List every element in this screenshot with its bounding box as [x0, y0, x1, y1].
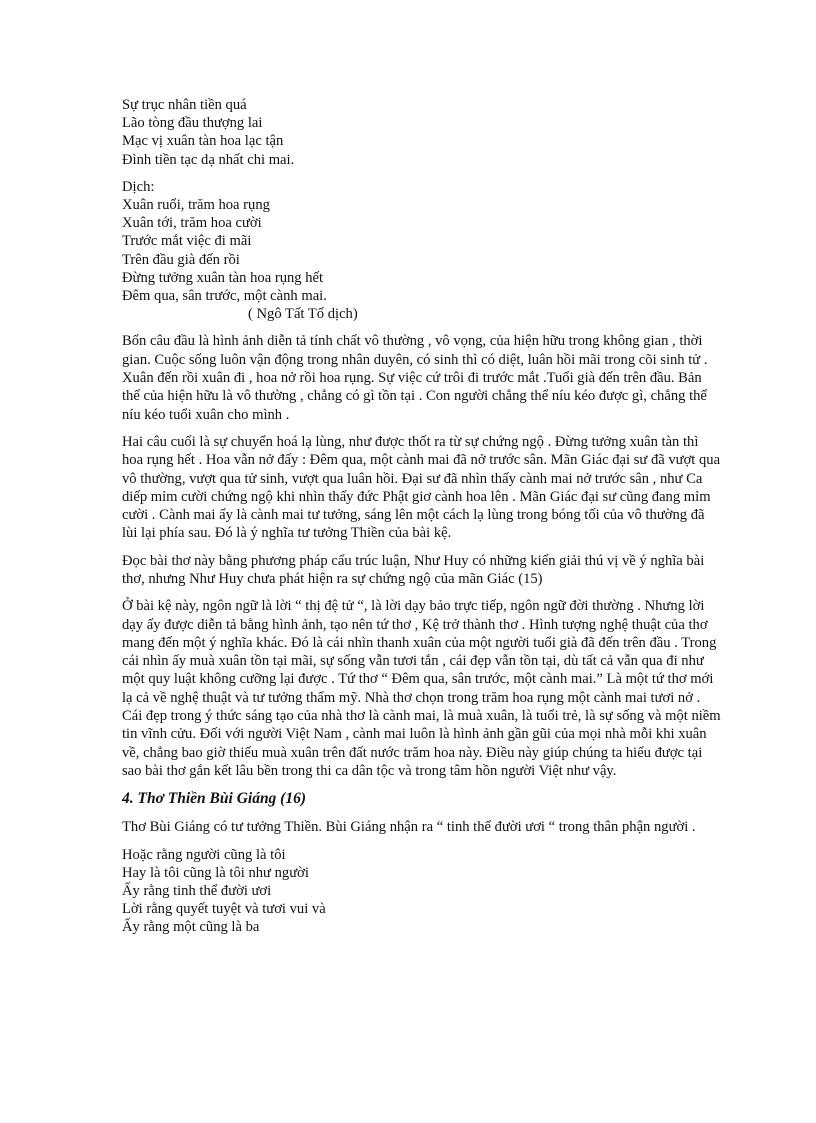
poem-line: Mạc vị xuân tàn hoa lạc tận [122, 133, 284, 150]
poem-line: Hay là tôi cũng là tôi như người [122, 864, 309, 881]
poem-line: Đừng tưởng xuân tàn hoa rụng hết [122, 269, 324, 286]
section-intro: Thơ Bùi Giáng có tư tưởng Thiền. Bùi Giáng nhận ra “ tinh thể đười ươi “ trong thân phận người . [122, 819, 696, 836]
poem-line: Hoặc rằng người cũng là tôi [122, 846, 286, 863]
poem-line: Xuân tới, trăm hoa cười [122, 215, 262, 232]
body-paragraph: Ở bài kệ này, ngôn ngữ là lời “ thị đệ tử “, là lời dạy bảo trực tiếp, ngôn ngữ đời thường . Nhưng lời dạy ấy được diễn tả bằng hình ảnh, tạo nên tứ thơ , Kệ trở thành thơ . Hình tượng nghệ thuật của thơ mang đến một ý nghĩa khác. Đó là cái nhìn thanh xuân của một người tuổi già đã đến trên đầu . Trong cái nhìn ấy muà xuân tồn tại mãi, sự sống vẫn tươi tắn , cái đẹp vẫn tồn tại, dù tất cả vẫn qua đi như một quy luật không cưỡng lại được . Tứ thơ “ Đêm qua, sân trước, một cành mai.” Là một tứ thơ mới lạ cả về nghệ thuật và tư tưởng thẩm mỹ. Nhà thơ chọn trong trăm hoa rụng một cành mai tươi nở . Cái đẹp trong ý thức sáng tạo của nhà thơ là cành mai, là muà xuân, là tuổi trẻ, là sự sống và một niềm tin vĩnh cửu. Đối với người Việt Nam , cành mai luôn là hình ảnh gần gũi của mọi nhà mỗi khi xuân về, chẳng bao giờ thiếu muà xuân trên đất nước trăm hoa này. Điều này giúp chúng ta hiểu được tại sao bài thơ gắn kết lâu bền trong thi ca dân tộc và trong tâm hồn người Việt như vậy. [122, 598, 721, 779]
poem-line: Lời rằng quyết tuyệt và tươi vui và [122, 901, 326, 918]
poem-line: Đình tiền tạc dạ nhất chi mai. [122, 151, 295, 168]
poem-bui-giang [122, 846, 722, 937]
poem-original [122, 96, 722, 169]
poem-line: Đêm qua, sân trước, một cành mai. [122, 288, 327, 305]
body-paragraph: Bốn câu đầu là hình ảnh diễn tả tính chất vô thường , vô vọng, của hiện hữu trong không gian , thời gian. Cuộc sống luôn vận động trong nhân duyên, có sinh thì có diệt, luân hồi mãi trong cõi sinh tử . Xuân đến rồi xuân đi , hoa nở rồi hoa rụng. Sự việc cứ trôi đi trước mắt .Tuổi già đến trên đầu. Bản thể của hiện hữu là vô thường , chẳng có gì tồn tại . Con người chẳng thể níu kéo được gì, chẳng thể níu kéo tuổi xuân cho mình . [122, 333, 708, 423]
poem-line: Lão tòng đầu thượng lai [122, 115, 263, 132]
body-paragraph: Đọc bài thơ này bằng phương pháp cấu trúc luận, Như Huy có những kiến giải thú vị về ý nghĩa bài thơ, nhưng Như Huy chưa phát hiện ra sự chứng ngộ của mãn Giác (15) [122, 552, 705, 587]
poem-line: Trước mắt việc đi mãi [122, 233, 252, 250]
document-page [122, 96, 722, 937]
poem-line: Ấy rằng một cũng là ba [122, 919, 260, 936]
body-paragraph: Hai câu cuối là sự chuyển hoá lạ lùng, như được thốt ra từ sự chứng ngộ . Đừng tưởng xuân tàn thì hoa rụng hết . Hoa vẫn nở đấy : Đêm qua, một cành mai đã nở trước sân. Mãn Giác đại sư đã vượt qua vô thường, vượt qua tử sinh, vượt qua luân hồi. Đại sư đã nhìn thấy cành mai nở trước sân , như Ca diếp mỉm cười chứng ngộ khi nhìn thấy đức Phật giơ cành hoa lên . Mãn Giác đại sư cũng đang mỉm cười . Cành mai ấy là cành mai tư tưởng, sáng lên một cách lạ lùng trong bóng tối của vô thường đã lùi lại phía sau. Đó là ý nghĩa tư tưởng Thiền của bài kệ. [122, 433, 721, 542]
poem-line: Ấy rằng tinh thể đười ươi [122, 882, 272, 899]
translation-label: Dịch: [122, 178, 155, 195]
section-heading: 4. Thơ Thiền Bùi Giáng (16) [122, 790, 307, 808]
translation-credit: ( Ngô Tất Tố dịch) [248, 306, 358, 323]
poem-line: Trên đầu già đến rồi [122, 251, 240, 268]
poem-translation [122, 178, 722, 324]
poem-line: Xuân ruổi, trăm hoa rụng [122, 197, 270, 214]
poem-line: Sự trục nhân tiền quá [122, 97, 247, 113]
